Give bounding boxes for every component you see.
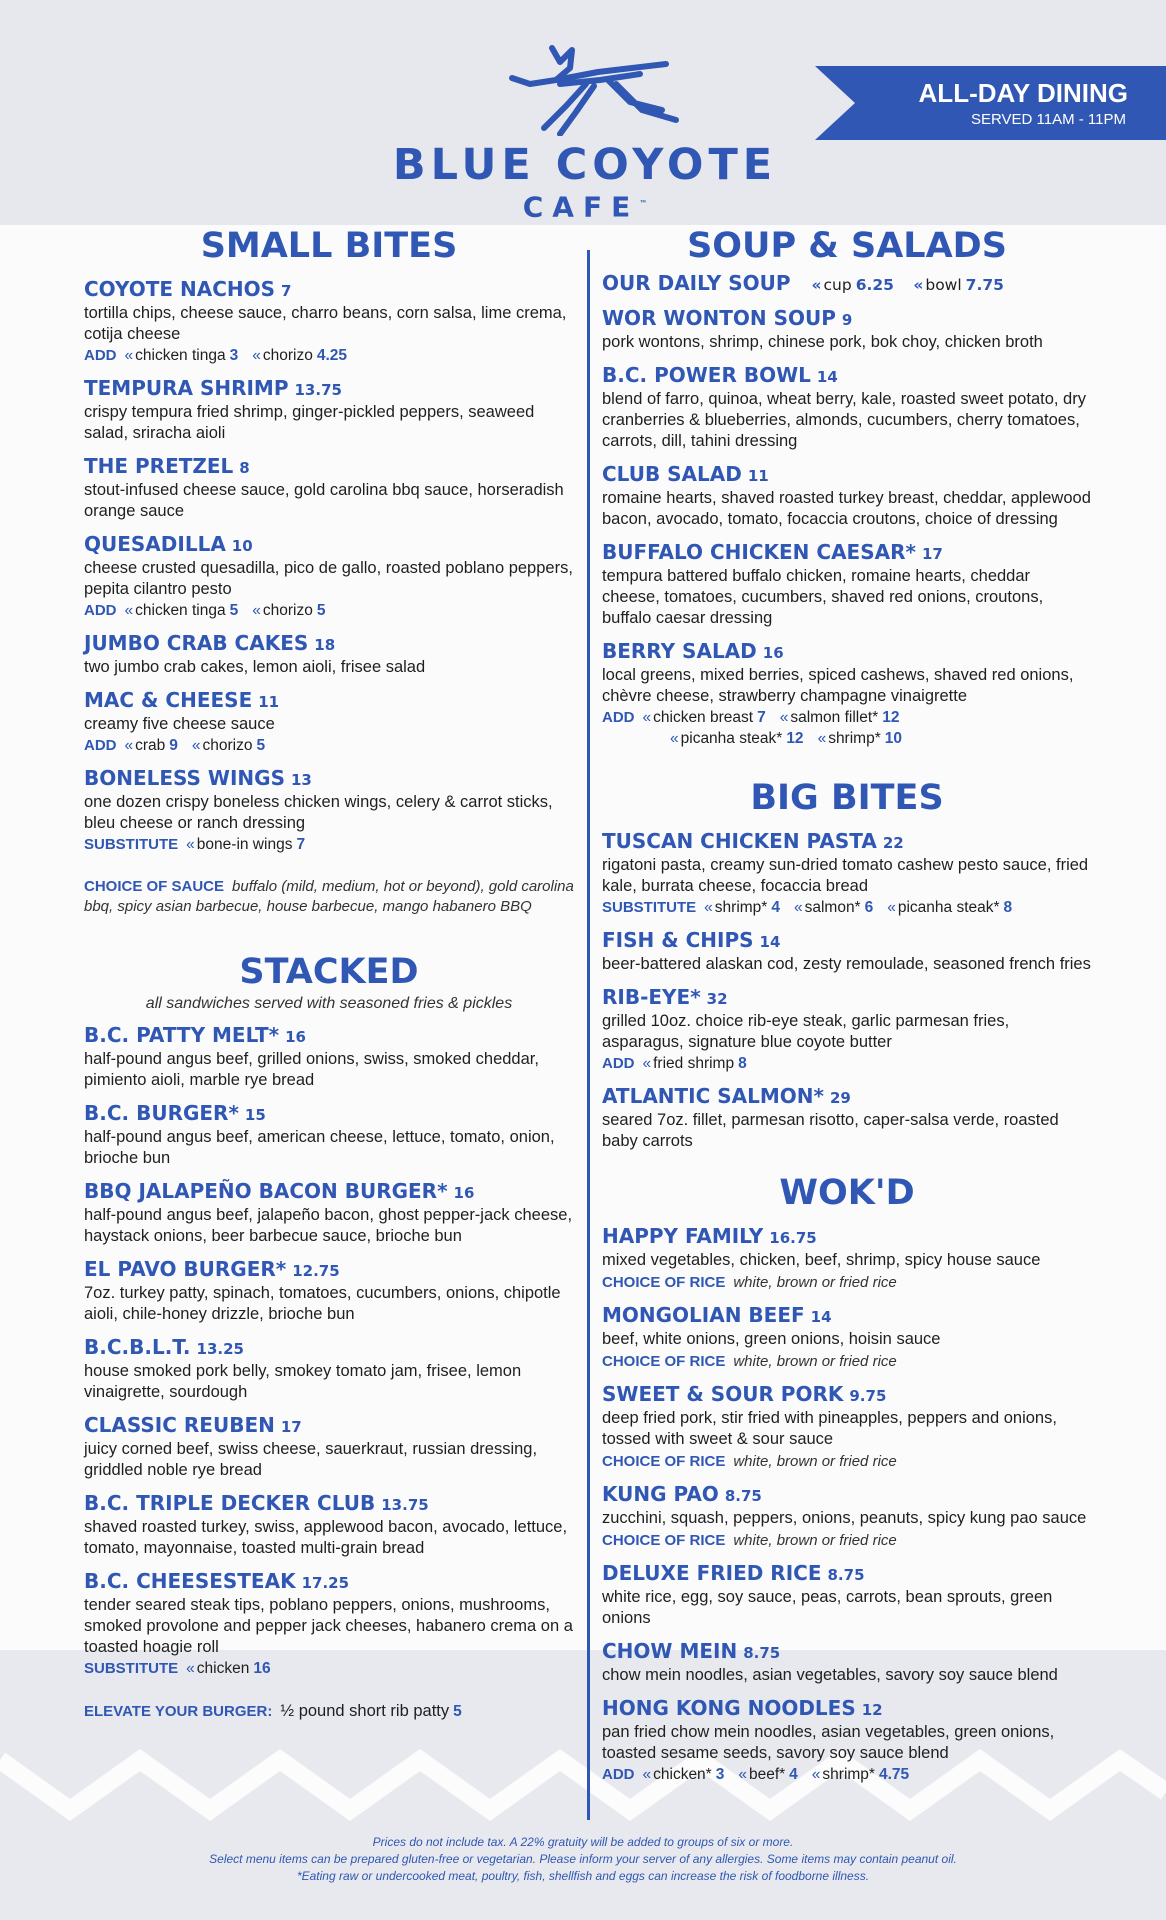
item-price: 17.25 [301,1574,350,1592]
item-price: 12 [861,1701,883,1719]
option-price: 5 [256,737,266,754]
soups-list [602,306,1092,749]
choice-of-rice-text: white, brown or fried rice [733,1453,897,1470]
menu-item [84,1413,574,1481]
banner-subtitle: SERVED 11AM - 11PM [970,111,1126,128]
add-on-label: ADD [602,1766,635,1783]
item-heading [602,639,1092,665]
option-price: 4 [789,1766,798,1783]
stacked-note: all sandwiches served with seasoned fries & pickles [145,995,513,1012]
item-heading [84,1413,574,1439]
elevate-label: ELEVATE YOUR BURGER: [84,1703,273,1720]
item-heading [602,1382,1092,1408]
menu-item [602,985,1092,1074]
item-heading [602,1224,1092,1250]
item-name: ATLANTIC SALMON* [602,1084,824,1108]
choice-of-rice [602,1352,1092,1372]
item-description: juicy corned beef, swiss cheese, sauerkraut, russian dressing, griddled noble rye bread [84,1440,538,1479]
menu-item [84,766,574,855]
add-on-label: ADD [84,347,117,364]
add-on-label: ADD [84,602,117,619]
choice-of-rice [602,1531,1092,1551]
option-name: bone-in wings [196,836,293,853]
wokd-list [602,1224,1092,1785]
menu-item [602,363,1092,452]
item-heading [84,766,574,792]
option-price: 7.75 [965,276,1004,294]
option-name: crab [135,737,166,754]
section-title-small-bites: SMALL BITES [200,226,458,266]
item-description: house smoked pork belly, smokey tomato jam, frisee, lemon vinaigrette, sourdough [84,1362,522,1401]
option-price: 10 [884,730,902,747]
item-heading [602,306,1092,332]
item-heading [602,1482,1092,1508]
menu-item [602,1224,1092,1293]
item-name: B.C.B.L.T. [84,1335,191,1359]
brand-subtitle: CAFE™ [522,190,648,224]
item-heading [602,540,1092,566]
soup-options [811,276,1017,294]
small-bites-list [84,277,574,855]
item-price: 9 [841,311,853,329]
choice-of-rice-text: white, brown or fried rice [733,1532,897,1549]
item-heading [602,1639,1092,1665]
item-description: tender seared steak tips, poblano peppers, onions, mushrooms, smoked provolone and pepper jack cheeses, habanero crema on a toasted hoagie roll [84,1596,573,1656]
add-on-label: ADD [602,1055,635,1072]
option-price: 6.25 [855,276,894,294]
item-description: pan fried chow mein noodles, asian vegetables, green onions, toasted sesame seeds, savory soy sauce blend [602,1723,1055,1762]
option-name: chorizo [202,737,253,754]
add-on-options [84,735,574,756]
item-name: DELUXE FRIED RICE [602,1561,822,1585]
item-description: shaved roasted turkey, swiss, applewood bacon, avocado, lettuce, tomato, mayonnaise, toasted multi-grain bread [84,1518,568,1557]
item-price: 16.75 [769,1229,817,1247]
option-name: picanha steak* [897,899,1000,916]
option-price: 5 [229,602,239,619]
option-price: 5 [316,602,326,619]
item-name: TUSCAN CHICKEN PASTA [602,829,877,853]
add-on-options [602,1764,1092,1785]
menu-item [602,639,1092,749]
item-heading [84,1101,574,1127]
section-title-wokd: WOK'D [779,1173,915,1213]
option-price: 9 [169,737,178,754]
item-description: blend of farro, quinoa, wheat berry, kale, roasted sweet potato, dry cranberries & blueberries, almonds, cucumbers, cherry tomatoes, carrots, dill, tahini dressing [602,390,1086,450]
item-name: HAPPY FAMILY [602,1224,764,1248]
menu-item [602,1382,1092,1472]
menu-item [84,1101,574,1169]
item-description: crispy tempura fried shrimp, ginger-pickled peppers, seaweed salad, sriracha aioli [84,403,535,442]
choice-of-rice-label: CHOICE OF RICE [602,1274,726,1291]
double-chevron-left-icon: « [704,899,713,916]
double-chevron-left-icon: « [124,602,134,619]
double-chevron-left-icon: « [817,730,827,747]
item-heading [602,363,1092,389]
menu-item [84,1179,574,1247]
item-price: 13 [291,771,312,789]
section-title-stacked: STACKED [239,952,419,992]
section-title-big-bites: BIG BITES [750,778,944,818]
choice-of-rice [602,1273,1092,1293]
item-price: 10 [231,537,253,555]
item-price: 32 [706,990,728,1008]
elevate-price: 5 [453,1703,462,1720]
item-description: creamy five cheese sauce [84,715,275,733]
item-heading [602,985,1092,1011]
menu-item [602,1696,1092,1785]
double-chevron-left-icon: « [191,737,201,754]
add-on-label: SUBSTITUTE [84,836,179,853]
item-name: SWEET & SOUR PORK [602,1382,844,1406]
item-name: THE PRETZEL [84,454,234,478]
item-name: MONGOLIAN BEEF [602,1303,805,1327]
add-on-options [84,345,574,366]
option-price: 6 [864,899,874,916]
menu-item [602,928,1092,975]
choice-of-rice-label: CHOICE OF RICE [602,1453,726,1470]
all-day-dining-banner [815,66,1166,140]
item-heading [84,1023,574,1049]
item-name: JUMBO CRAB CAKES [84,631,309,655]
brand-name: BLUE COYOTE [392,140,778,190]
item-price: 13.25 [196,1340,244,1358]
choice-of-rice [602,1452,1092,1472]
option-price: 3 [229,347,239,364]
option-name: salmon* [804,899,861,916]
coyote-icon [490,40,680,136]
item-heading [84,1179,574,1205]
item-description: stout-infused cheese sauce, gold carolina bbq sauce, horseradish orange sauce [84,481,564,520]
item-heading [84,1257,574,1283]
option-price: 12 [882,709,900,726]
option-price: 4 [771,899,780,916]
option-price: 7 [757,709,766,726]
stacked-list [84,1023,574,1679]
menu-item [84,1257,574,1325]
item-price: 11 [258,693,280,711]
item-price: 13.75 [381,1496,429,1514]
option-name: shrimp* [822,1766,875,1783]
item-heading [84,376,574,402]
menu-item [602,306,1092,353]
item-name: FISH & CHIPS [602,928,754,952]
item-description: one dozen crispy boneless chicken wings, celery & carrot sticks, bleu cheese or ranch dressing [84,793,553,832]
add-on-options [602,897,1092,918]
item-heading [602,1303,1092,1329]
item-name: RIB-EYE* [602,985,701,1009]
option-name: bowl [925,276,962,294]
menu-item [84,277,574,366]
item-name: B.C. PATTY MELT* [84,1023,280,1047]
double-chevron-left-icon: « [186,836,195,853]
footer-health-warning: *Eating raw or undercooked meat, poultry, fish, shellfish and eggs can increase the risk of foodborne illness. [296,1869,870,1883]
column-divider [587,250,590,1820]
add-on-options [84,1658,574,1679]
menu-item [602,540,1092,629]
item-heading [84,277,574,303]
item-description: deep fried pork, stir fried with pineapples, peppers and onions, tossed with sweet & sour sauce [602,1409,1057,1448]
item-price: 22 [882,834,904,852]
choice-of-rice-text: white, brown or fried rice [733,1353,897,1370]
item-price: 14 [816,368,838,386]
item-heading [602,928,1092,954]
item-price: 13.75 [294,381,342,399]
banner-title: ALL-DAY DINING [918,78,1128,108]
menu-item [84,1491,574,1559]
double-chevron-left-icon: « [913,276,924,294]
item-description: tortilla chips, cheese sauce, charro beans, corn salsa, lime crema, cotija cheese [84,304,567,343]
item-description: mixed vegetables, chicken, beef, shrimp, spicy house sauce [602,1251,1041,1269]
item-name: CHOW MEIN [602,1639,738,1663]
double-chevron-left-icon: « [186,1660,195,1677]
option-name: beef* [748,1766,786,1783]
item-description: tempura battered buffalo chicken, romaine hearts, cheddar cheese, tomatoes, cucumbers, shaved red onions, croutons, buffalo caesar dressing [602,567,1044,627]
menu-item [602,1084,1092,1152]
item-price: 8.75 [724,1487,762,1505]
item-heading [84,1335,574,1361]
option-name: shrimp* [714,899,768,916]
menu-item [84,454,574,522]
option-price: 8 [1003,899,1013,916]
item-description: half-pound angus beef, jalapeño bacon, ghost pepper-jack cheese, haystack onions, beer barbecue sauce, brioche bun [84,1206,573,1245]
double-chevron-left-icon: « [124,347,134,364]
option-price: 7 [296,836,306,853]
option-name: shrimp* [828,730,881,747]
elevate-your-burger [84,1701,574,1722]
item-price: 29 [829,1089,851,1107]
option-price: 12 [786,730,804,747]
item-description: seared 7oz. fillet, parmesan risotto, caper-salsa verde, roasted baby carrots [602,1111,1059,1150]
option-name: chorizo [262,602,313,619]
item-heading [84,631,574,657]
item-name: CLUB SALAD [602,462,742,486]
item-price: 9.75 [849,1387,887,1405]
item-name: B.C. POWER BOWL [602,363,811,387]
menu-item [602,1482,1092,1551]
choice-of-rice-text: white, brown or fried rice [733,1274,897,1291]
item-heading [84,532,574,558]
item-price: 18 [314,636,336,654]
choice-of-rice-label: CHOICE OF RICE [602,1532,726,1549]
double-chevron-left-icon: « [642,709,652,726]
item-price: 8 [239,459,250,477]
double-chevron-left-icon: « [252,347,261,364]
item-price: 14 [759,933,781,951]
item-price: 8.75 [743,1644,781,1662]
add-on-options [602,728,1092,749]
item-price: 16 [453,1184,475,1202]
double-chevron-left-icon: « [642,1766,652,1783]
item-heading [84,1569,574,1595]
add-on-options [602,707,1092,728]
option-name: chicken tinga [135,602,226,619]
menu-item [84,376,574,444]
item-name: B.C. CHEESESTEAK [84,1569,296,1593]
item-name: B.C. BURGER* [84,1101,239,1125]
item-price: 14 [810,1308,832,1326]
item-price: 12.75 [292,1262,340,1280]
double-chevron-left-icon: « [738,1766,747,1783]
item-description: two jumbo crab cakes, lemon aioli, frisee salad [84,658,426,676]
item-name: QUESADILLA [84,532,226,556]
brand-logo [390,40,780,230]
menu-item [602,1303,1092,1372]
item-description: beef, white onions, green onions, hoisin sauce [602,1330,941,1348]
item-price: 17 [280,1418,302,1436]
item-name: COYOTE NACHOS [84,277,276,301]
double-chevron-left-icon: « [779,709,789,726]
choice-of-sauce-text: buffalo (mild, medium, hot or beyond), gold carolina bbq, spicy asian barbecue, house barbecue, mango habanero BBQ [84,878,574,915]
choice-of-sauce-label: CHOICE OF SAUCE [84,878,225,895]
add-on-options [84,834,574,855]
item-heading [84,1491,574,1517]
item-description: zucchini, squash, peppers, onions, peanuts, spicy kung pao sauce [602,1509,1087,1527]
item-heading [602,1561,1092,1587]
item-name: EL PAVO BURGER* [84,1257,287,1281]
item-price: 15 [244,1106,266,1124]
add-on-label: SUBSTITUTE [84,1660,179,1677]
left-column [84,225,574,1722]
double-chevron-left-icon: « [811,1766,821,1783]
menu-item [84,1569,574,1679]
option-price: 16 [253,1660,271,1677]
double-chevron-left-icon: « [124,737,134,754]
option-name: cup [823,276,852,294]
big-bites-list [602,829,1092,1152]
menu-item [84,688,574,756]
menu-item [84,1023,574,1091]
item-name: WOR WONTON SOUP [602,306,836,330]
item-description: chow mein noodles, asian vegetables, savory soy sauce blend [602,1666,1058,1684]
menu-item [602,1639,1092,1686]
item-name: B.C. TRIPLE DECKER CLUB [84,1491,376,1515]
double-chevron-left-icon: « [252,602,261,619]
item-description: pork wontons, shrimp, chinese pork, bok choy, chicken broth [602,333,1043,351]
item-heading [602,462,1092,488]
choice-of-sauce [84,877,574,917]
option-price: 4.25 [316,347,347,364]
item-price: 8.75 [827,1566,865,1584]
item-name: MAC & CHEESE [84,688,253,712]
add-on-label: SUBSTITUTE [602,899,697,916]
item-description: rigatoni pasta, creamy sun-dried tomato cashew pesto sauce, fried kale, burrata cheese, focaccia bread [602,856,1089,895]
section-title-soup-salads: SOUP & SALADS [687,226,1007,266]
item-name: BERRY SALAD [602,639,757,663]
menu-footer [0,1834,1166,1885]
double-chevron-left-icon: « [811,276,822,294]
right-column [602,225,1092,1785]
add-on-label: ADD [602,709,635,726]
option-price: 3 [715,1766,725,1783]
menu-item-daily-soup [602,271,1092,296]
option-name: chicken tinga [135,347,226,364]
item-price: 11 [747,467,769,485]
item-name: OUR DAILY SOUP [602,271,791,295]
item-description: grilled 10oz. choice rib-eye steak, garlic parmesan fries, asparagus, signature blue coyote butter [602,1012,1010,1051]
double-chevron-left-icon: « [642,1055,652,1072]
choice-of-rice-label: CHOICE OF RICE [602,1353,726,1370]
item-name: KUNG PAO [602,1482,719,1506]
menu-item [84,1335,574,1403]
menu-item [602,462,1092,530]
option-name: chorizo [262,347,313,364]
item-description: cheese crusted quesadilla, pico de gallo, roasted poblano peppers, pepita cilantro pesto [84,559,573,598]
option-name: chicken [196,1660,250,1677]
item-description: half-pound angus beef, american cheese, lettuce, tomato, onion, brioche bun [84,1128,555,1167]
menu-item [602,829,1092,918]
add-on-options [84,600,574,621]
item-name: BONELESS WINGS [84,766,285,790]
item-name: TEMPURA SHRIMP [84,376,289,400]
option-name: chicken breast [653,709,754,726]
item-heading [602,829,1092,855]
item-price: 17 [921,545,943,563]
double-chevron-left-icon: « [670,730,679,747]
option-name: fried shrimp [653,1055,735,1072]
menu-item [602,1561,1092,1629]
item-price: 7 [281,282,292,300]
menu-item [84,631,574,678]
footer-tax-note: Prices do not include tax. A 22% gratuity will be added to groups of six or more. [372,1835,794,1849]
item-description: 7oz. turkey patty, spinach, tomatoes, cucumbers, onions, chipotle aioli, chile-honey drizzle, brioche bun [84,1284,561,1323]
item-description: white rice, egg, soy sauce, peas, carrots, bean sprouts, green onions [602,1588,1053,1627]
item-heading [84,688,574,714]
elevate-text: ½ pound short rib patty [280,1702,450,1720]
footer-allergy-note: Select menu items can be prepared gluten-free or vegetarian. Please inform your server of any allergies. Some items may contain peanut oil. [209,1852,957,1866]
add-on-label: ADD [84,737,117,754]
item-description: half-pound angus beef, grilled onions, swiss, smoked cheddar, pimiento aioli, marble rye bread [84,1050,539,1089]
item-description: romaine hearts, shaved roasted turkey breast, cheddar, applewood bacon, avocado, tomato, focaccia croutons, choice of dressing [602,489,1091,528]
add-on-options [602,1053,1092,1074]
item-description: local greens, mixed berries, spiced cashews, shaved red onions, chèvre cheese, strawberry champagne vinaigrette [602,666,1074,705]
option-price: 8 [738,1055,747,1072]
item-name: CLASSIC REUBEN [84,1413,275,1437]
item-name: BUFFALO CHICKEN CAESAR* [602,540,916,564]
option-price: 4.75 [878,1766,910,1783]
double-chevron-left-icon: « [887,899,896,916]
item-heading [84,454,574,480]
item-heading [602,1084,1092,1110]
menu-item [84,532,574,621]
option-name: picanha steak* [680,730,783,747]
item-price: 16 [762,644,784,662]
item-name: BBQ JALAPEÑO BACON BURGER* [84,1179,448,1203]
double-chevron-left-icon: « [793,899,803,916]
option-name: salmon fillet* [790,709,879,726]
item-heading [602,1696,1092,1722]
item-description: beer-battered alaskan cod, zesty remoulade, seasoned french fries [602,955,1091,973]
item-price: 16 [285,1028,306,1046]
item-name: HONG KONG NOODLES [602,1696,856,1720]
option-name: chicken* [653,1766,712,1783]
